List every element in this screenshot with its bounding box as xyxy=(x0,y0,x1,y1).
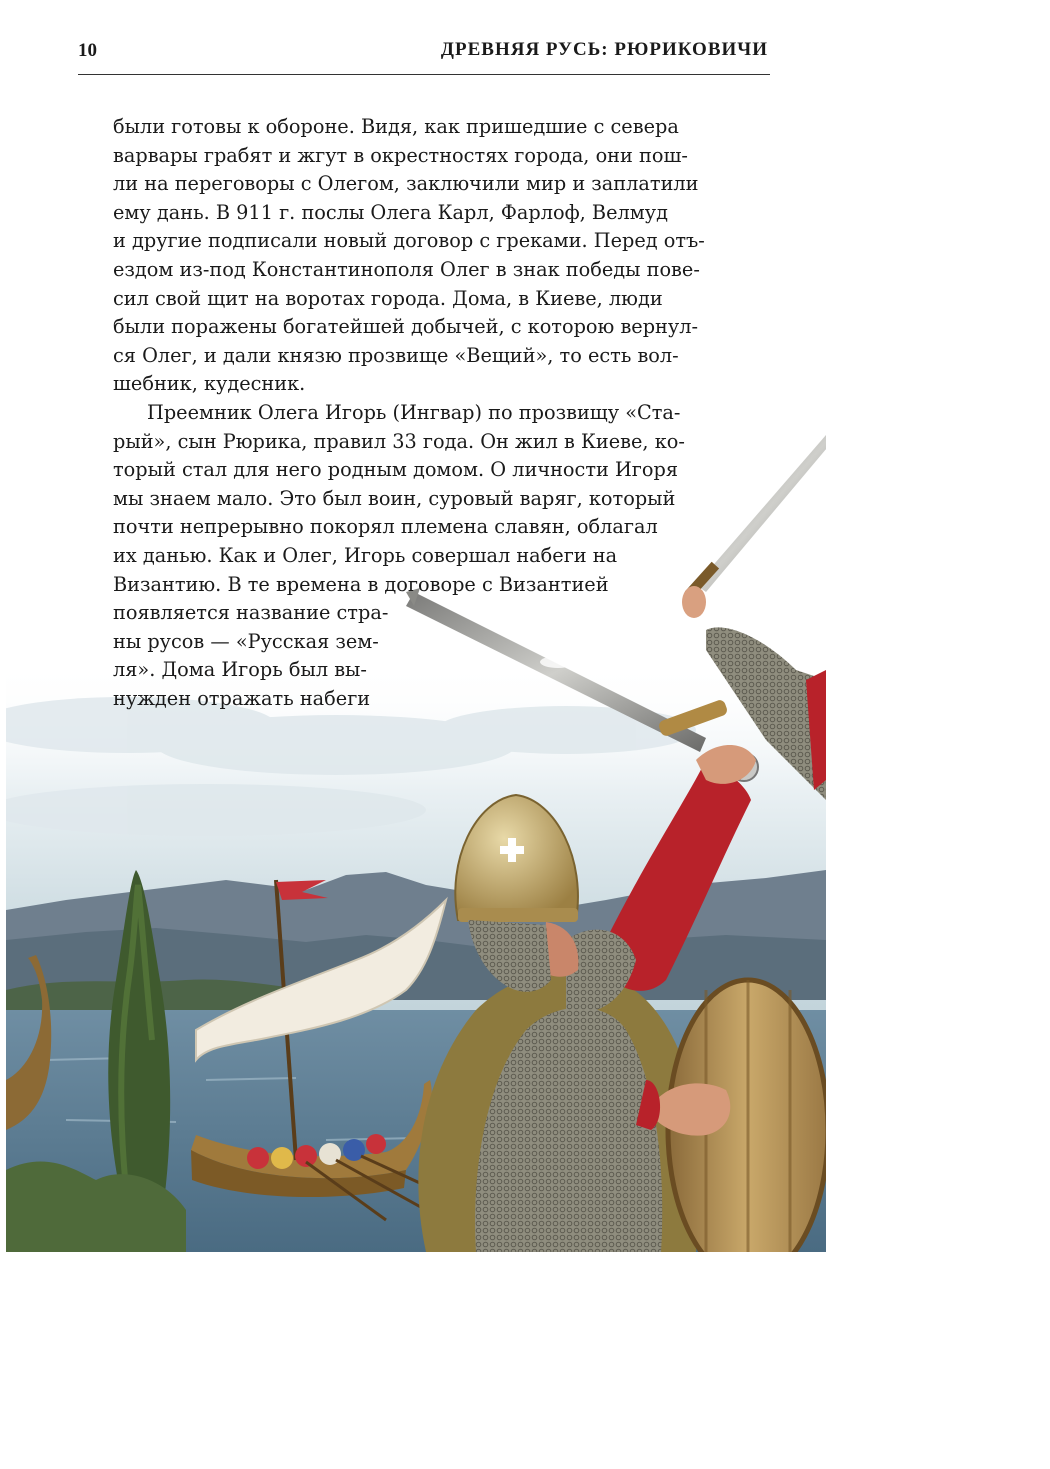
text-line: их данью. Как и Олег, Игорь совершал набеги на xyxy=(113,543,618,567)
text-line: Преемник Олега Игорь (Ингвар) по прозвищу «Ста- xyxy=(147,400,681,424)
text-line: сил свой щит на воротах города. Дома, в Киеве, люди xyxy=(113,286,663,310)
text-line: были поражены богатейшей добычей, с которою вернул- xyxy=(113,315,699,339)
text-line: ны русов — «Русская зем- xyxy=(113,629,379,653)
text-line: торый стал для него родным домом. О личности Игоря xyxy=(113,458,679,482)
text-line: и другие подписали новый договор с греками. Перед отъ- xyxy=(113,229,705,253)
text-line: ля». Дома Игорь был вы- xyxy=(113,658,367,682)
text-line: Византию. В те времена в договоре с Византией xyxy=(113,572,609,596)
text-line: были готовы к обороне. Видя, как пришедшие с севера xyxy=(113,115,679,138)
page-number: 10 xyxy=(78,40,97,61)
text-line: появляется название стра- xyxy=(113,601,389,625)
running-title: ДРЕВНЯЯ РУСЬ: РЮРИКОВИЧИ xyxy=(440,39,768,60)
text-line: шебник, кудесник. xyxy=(113,372,306,396)
text-line: ему дань. В 911 г. послы Олега Карл, Фарлоф, Велмуд xyxy=(113,200,668,224)
body-text xyxy=(113,113,773,713)
text-line: нужден отражать набеги xyxy=(113,686,371,710)
text-line: рый», сын Рюрика, правил 33 года. Он жил в Киеве, ко- xyxy=(113,429,685,453)
text-line: варвары грабят и жгут в окрестностях города, они пош- xyxy=(113,143,688,167)
header-rule xyxy=(78,74,770,75)
text-line: ездом из-под Константинополя Олег в знак победы пове- xyxy=(113,257,700,281)
text-line: мы знаем мало. Это был воин, суровый варяг, который xyxy=(113,486,676,510)
text-line: ли на переговоры с Олегом, заключили мир и заплатили xyxy=(113,172,699,196)
text-line: ся Олег, и дали князю прозвище «Вещий», то есть вол- xyxy=(113,343,679,367)
text-line: почти непрерывно покорял племена славян, облагал xyxy=(113,515,658,539)
